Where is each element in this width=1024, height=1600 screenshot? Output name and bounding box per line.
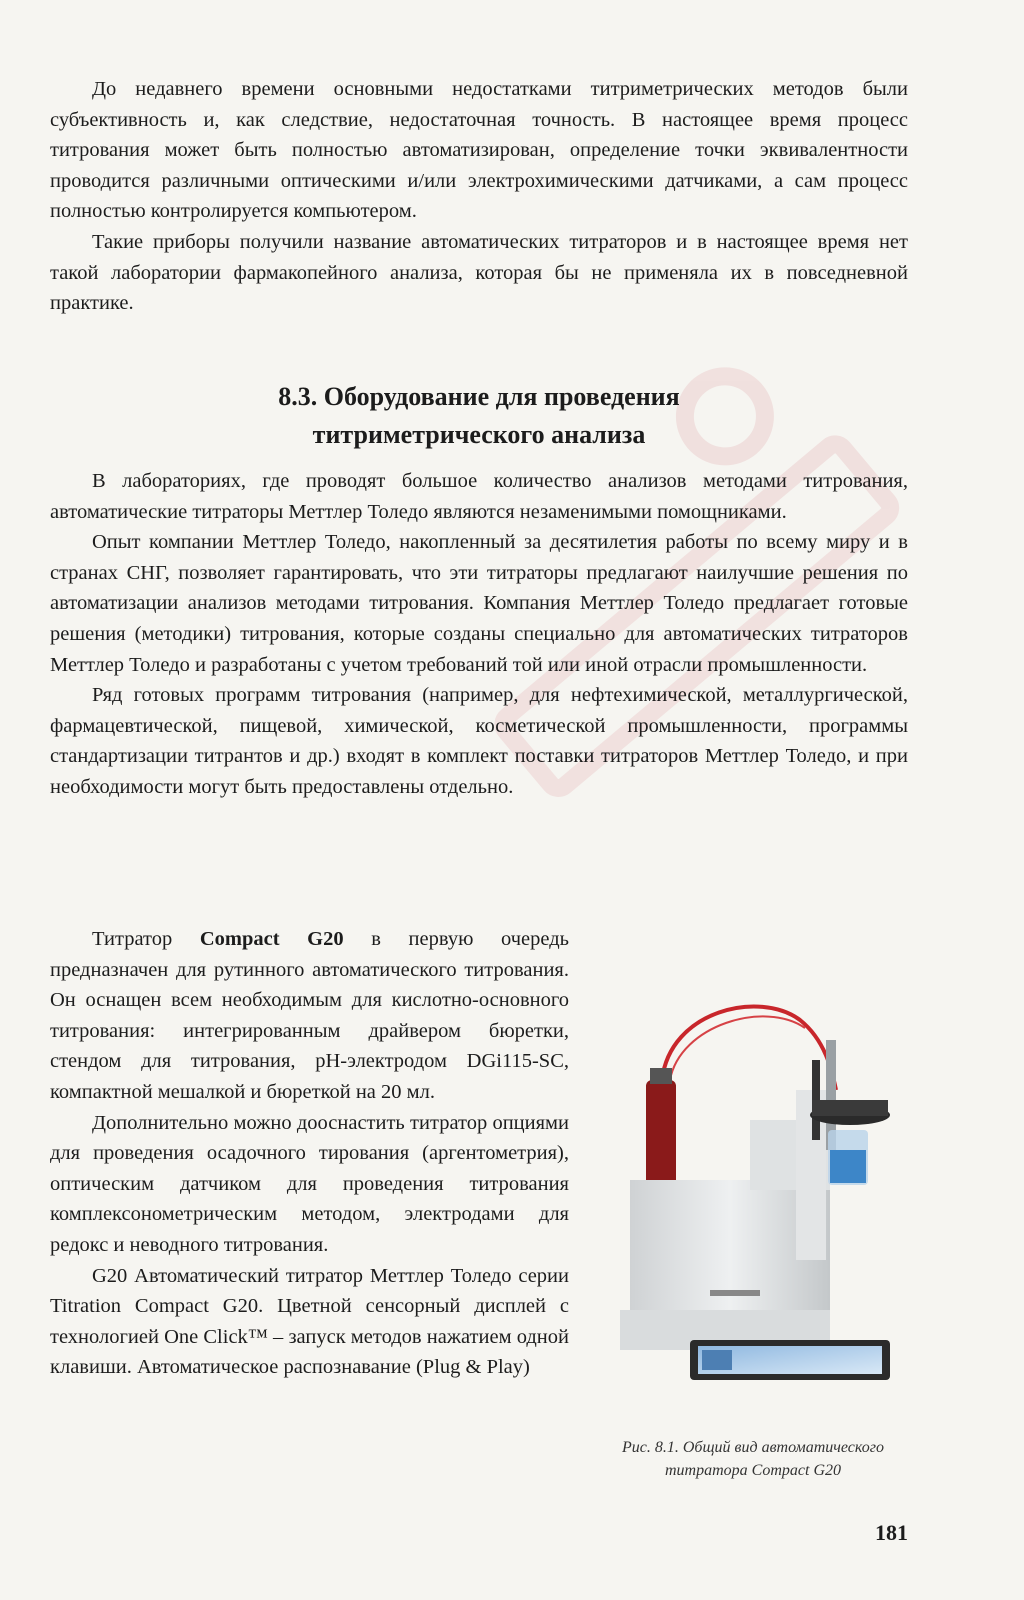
product-name: Compact G20	[199, 928, 344, 950]
paragraph: До недавнего времени основными недостатками титриметрических методов были субъективность и, как следствие, недостаточная точность. В настоящее время процесс титрования может быть полностью автоматизирован, определение точки эквивалентности проводится различными оптическими и/или электрохимическими датчиками, а сам процесс полностью контролируется компьютером.	[50, 78, 908, 223]
section-heading	[50, 378, 908, 454]
section-heading-line: титриметрического анализа	[312, 420, 646, 449]
titrator-illustration	[600, 1000, 908, 1400]
paragraph: Такие приборы получили название автоматических титраторов и в настоящее время нет такой лаборатории фармакопейного анализа, которая бы не применяла их в повседневной практике.	[50, 230, 908, 315]
column-text	[50, 924, 569, 1383]
paragraph: В лабораториях, где проводят большое количество анализов методами титрования, автоматические титраторы Меттлер Толедо являются незаменимыми помощниками.	[50, 470, 908, 523]
titrator-figure	[600, 1000, 908, 1400]
paragraph	[50, 924, 569, 1108]
section-heading-line: 8.3. Оборудование для проведения	[278, 382, 680, 411]
page-number: 181	[875, 1520, 908, 1545]
paragraph: Ряд готовых программ титрования (например, для нефтехимической, металлургической, фармацевтической, пищевой, химической, косметической промышленности, программы стандартизации титрантов и др.) входят в комплект поставки титраторов Меттлер Толедо, и при необходимости могут быть предоставлены отдельно.	[50, 684, 908, 798]
intro-text	[50, 74, 908, 319]
figure-caption: Рис. 8.1. Общий вид автоматического титратора Compact G20	[622, 1439, 884, 1479]
paragraph: Опыт компании Меттлер Толедо, накопленный за десятилетия работы по всему миру и в странах СНГ, позволяет гарантировать, что эти титраторы предлагают наилучшие решения по автоматизации анализов методами титрования. Компания Меттлер Толедо предлагает готовые решения (методики) титрования, которые созданы специально для автоматических титраторов Меттлер Толедо и разработаны с учетом требований той или иной отрасли промышленности.	[50, 531, 908, 676]
paragraph-lead: Титратор	[92, 928, 200, 950]
paragraph: G20 Автоматический титратор Меттлер Толедо серии Titration Compact G20. Цветной сенсорный дисплей с технологией One Click™ – запуск методов нажатием одной клавиши. Автоматическое распознавание (Plug & Play)	[50, 1264, 569, 1379]
paragraph-rest: в первую очередь предназначен для рутинного автоматического титрования. Он оснащен всем необходимым для кислотно-основного титрования: интегрированным драйвером бюретки, стендом для титрования, pH-электродом DGi115-SC, компактной мешалкой и бюреткой на 20 мл.	[50, 928, 570, 1103]
paragraph: Дополнительно можно дооснастить титратор опциями для проведения осадочного тирования (аргентометрия), оптическим датчиком для проведения титрования комплексонометрическим методом, электродами для редокс и неводного титрования.	[50, 1111, 569, 1256]
section-body-text	[50, 466, 908, 803]
